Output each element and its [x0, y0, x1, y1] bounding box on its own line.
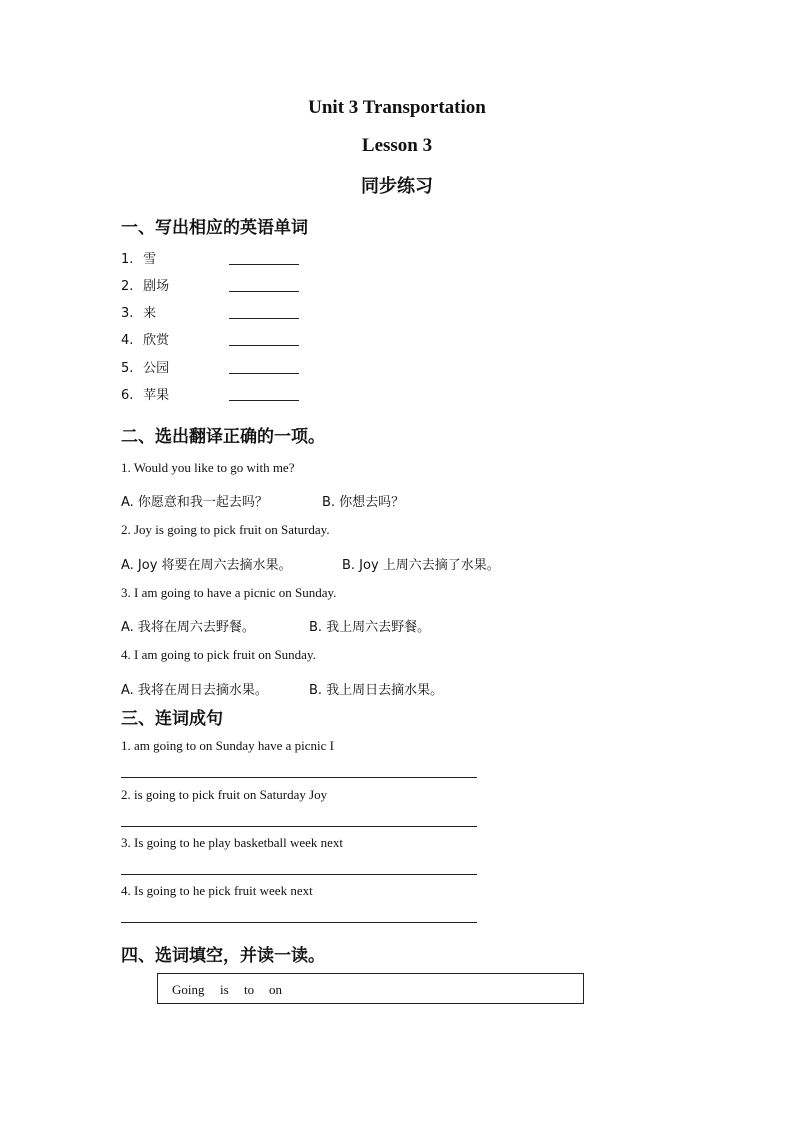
- answer-blank[interactable]: [229, 373, 299, 374]
- vocab-item: 3. 来: [121, 306, 157, 321]
- vocab-item: 2. 剧场: [121, 279, 170, 294]
- option-a[interactable]: A. 我将在周六去野餐。: [121, 620, 255, 635]
- question-text: 4. I am going to pick fruit on Sunday.: [121, 647, 316, 662]
- answer-line[interactable]: [121, 777, 477, 778]
- word-bank-box: [157, 973, 584, 1004]
- question-text: 3. I am going to have a picnic on Sunday.: [121, 585, 337, 600]
- section-4-heading: 四、选词填空，并读一读。: [121, 946, 325, 966]
- unit-title: Unit 3 Transportation: [308, 97, 486, 118]
- word-bank-word: on: [269, 982, 282, 997]
- scrambled-sentence: 4. Is going to he pick fruit week next: [121, 883, 313, 898]
- answer-blank[interactable]: [229, 400, 299, 401]
- option-a[interactable]: A. 你愿意和我一起去吗？: [121, 495, 268, 510]
- scrambled-sentence: 1. am going to on Sunday have a picnic I: [121, 738, 335, 753]
- option-b[interactable]: B. 你想去吗？: [322, 495, 405, 510]
- word-bank-word: is: [220, 982, 229, 997]
- option-b[interactable]: B. Joy 上周六去摘了水果。: [342, 558, 500, 573]
- answer-line[interactable]: [121, 874, 477, 875]
- option-b[interactable]: B. 我上周六去野餐。: [309, 620, 431, 635]
- answer-line[interactable]: [121, 922, 477, 923]
- section-3-heading: 三、连词成句: [121, 709, 223, 729]
- vocab-item: 1. 雪: [121, 252, 157, 267]
- question-text: 1. Would you like to go with me?: [121, 460, 295, 475]
- option-a[interactable]: A. 我将在周日去摘水果。: [121, 683, 268, 698]
- option-b[interactable]: B. 我上周日去摘水果。: [309, 683, 444, 698]
- answer-line[interactable]: [121, 826, 477, 827]
- question-text: 2. Joy is going to pick fruit on Saturday.: [121, 522, 330, 537]
- word-bank-word: Going: [172, 982, 205, 997]
- lesson-title: Lesson 3: [361, 135, 433, 156]
- vocab-item: 4. 欣赏: [121, 333, 170, 348]
- vocab-item: 6. 苹果: [121, 388, 170, 403]
- answer-blank[interactable]: [229, 318, 299, 319]
- page-subtitle: 同步练习: [361, 176, 433, 197]
- scrambled-sentence: 2. is going to pick fruit on Saturday Joy: [121, 787, 328, 802]
- section-1-heading: 一、写出相应的英语单词: [121, 218, 308, 238]
- section-2-heading: 二、选出翻译正确的一项。: [121, 427, 325, 447]
- option-a[interactable]: A. Joy 将要在周六去摘水果。: [121, 558, 292, 573]
- answer-blank[interactable]: [229, 291, 299, 292]
- answer-blank[interactable]: [229, 345, 299, 346]
- scrambled-sentence: 3. Is going to he play basketball week next: [121, 835, 344, 850]
- vocab-item: 5. 公园: [121, 361, 170, 376]
- word-bank-word: to: [244, 982, 255, 997]
- answer-blank[interactable]: [229, 264, 299, 265]
